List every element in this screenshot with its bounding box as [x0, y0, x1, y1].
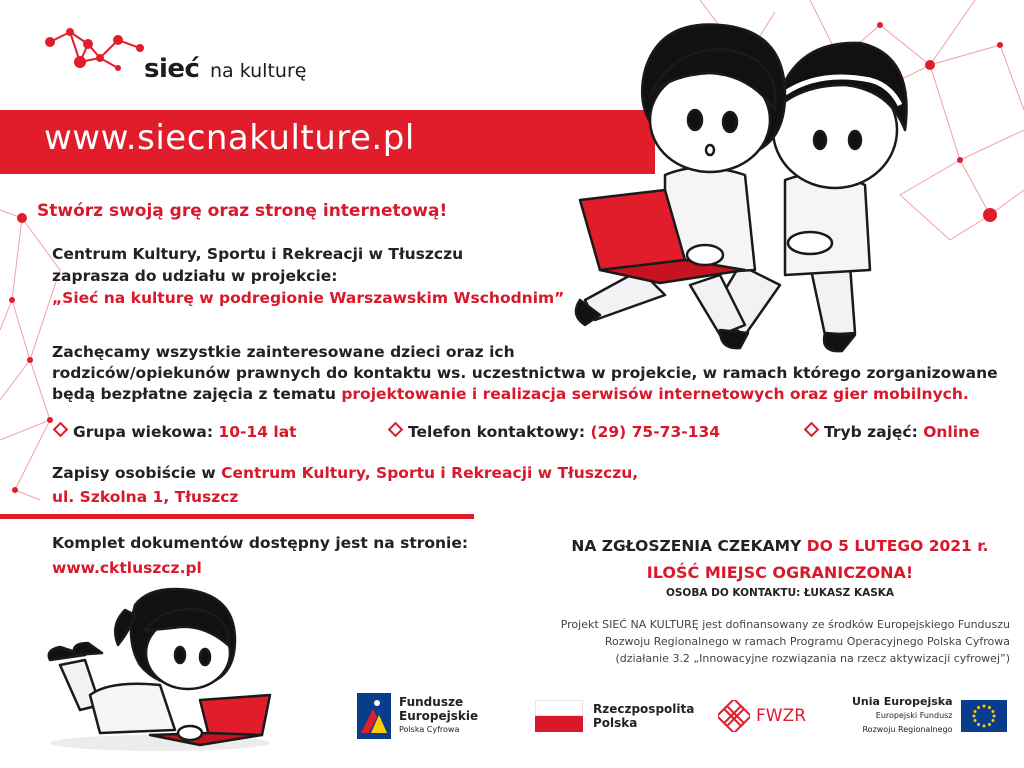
fwzr-logo [718, 692, 806, 740]
fe-sub: Polska Cyfrowa [399, 725, 460, 734]
mode-label: Tryb zajęć: [824, 423, 924, 441]
docs-label: Komplet dokumentów dostępny jest na stronie: [52, 534, 469, 552]
deadline-prefix: NA ZGŁOSZENIA CZEKAMY [571, 537, 807, 555]
network-logo-icon [44, 18, 154, 78]
fwzr-text: FWZR [756, 706, 807, 726]
ue-sub-1: Europejski Fundusz [875, 711, 953, 720]
enroll-place: Centrum Kultury, Sportu i Rekreacji w Tłuszczu, [221, 464, 639, 482]
intro-organizer: Centrum Kultury, Sportu i Rekreacji w Tłuszczu [52, 245, 464, 263]
para-line-3-prefix: będą bezpłatne zajęcia z tematu [52, 385, 342, 403]
logo-brand-text: sieć [144, 54, 200, 84]
diamond-bullet-icon [53, 422, 69, 438]
phone-value[interactable]: (29) 75-73-134 [590, 423, 721, 441]
phone-label: Telefon kontaktowy: [408, 423, 591, 441]
deadline-notice [540, 537, 1020, 555]
children-laptop-illustration [570, 15, 910, 360]
girl-laptop-illustration [40, 585, 280, 755]
contact-person: OSOBA DO KONTAKTU: ŁUKASZ KASKA [665, 587, 895, 599]
headline: Stwórz swoją grę oraz stronę internetową! [37, 201, 448, 221]
ue-sub-2: Rozwoju Regionalnego [862, 725, 953, 734]
site-logo [44, 18, 324, 88]
fe-line-2: Europejskie [399, 709, 479, 723]
diamond-bullet-icon [388, 422, 404, 438]
rzeczpospolita-polska-logo [535, 692, 694, 740]
phone-info [390, 423, 720, 441]
url-banner [0, 110, 655, 174]
eu-flag-icon [961, 700, 1007, 732]
para-line-2: rodziców/opiekunów prawnych do kontaktu ws. uczestnictwa w projekcie, w ramach którego zorganizowane [52, 364, 998, 382]
ue-line-1: Unia Europejska [852, 695, 953, 708]
funding-line-1: Projekt SIEĆ NA KULTURĘ jest dofinansowany ze środków Europejskiego Funduszu [560, 618, 1010, 631]
rp-line-1: Rzeczpospolita [593, 702, 695, 716]
limited-places-notice: ILOŚĆ MIEJSC OGRANICZONA! [646, 563, 914, 582]
eu-funds-star-icon [357, 693, 391, 739]
intro-invite: zaprasza do udziału w projekcie: [52, 267, 338, 285]
diamond-bullet-icon [804, 422, 820, 438]
para-line-3 [52, 384, 1012, 405]
enrollment-info [52, 461, 638, 509]
description-paragraph [52, 342, 1012, 405]
banner-url-link[interactable]: www.siecnakulture.pl [44, 118, 415, 158]
unia-europejska-logo [852, 692, 1007, 740]
fundusze-europejskie-logo [357, 692, 478, 740]
deadline-date: DO 5 LUTEGO 2021 r. [806, 537, 989, 555]
age-label: Grupa wiekowa: [73, 423, 219, 441]
logo-tagline: na kulturę [210, 60, 307, 82]
funding-line-3: (działanie 3.2 „Innowacyjne rozwiązania na rzecz aktywizacji cyfrowej”) [615, 652, 1010, 665]
age-group-info [55, 423, 297, 441]
polish-flag-icon [535, 700, 583, 732]
separator-bar [0, 514, 474, 519]
enroll-prefix: Zapisy osobiście w [52, 464, 222, 482]
rp-line-2: Polska [593, 716, 638, 730]
enroll-address: ul. Szkolna 1, Tłuszcz [52, 488, 239, 506]
para-line-1: Zachęcamy wszystkie zainteresowane dzieci oraz ich [52, 343, 515, 361]
docs-link[interactable]: www.cktluszcz.pl [52, 559, 202, 577]
project-name: „Sieć na kulturę w podregionie Warszawskim Wschodnim” [52, 289, 565, 307]
funding-note [470, 616, 1010, 667]
documents-info [52, 531, 468, 581]
age-value: 10-14 lat [218, 423, 297, 441]
intro-text [52, 243, 564, 309]
funding-line-2: Rozwoju Regionalnego w ramach Programu Operacyjnego Polska Cyfrowa [604, 635, 1010, 648]
fe-line-1: Fundusze [399, 695, 464, 709]
mode-info [806, 423, 980, 441]
fwzr-knot-icon [718, 700, 750, 732]
mode-value: Online [923, 423, 980, 441]
para-highlight: projektowanie i realizacja serwisów internetowych oraz gier mobilnych. [341, 385, 969, 403]
